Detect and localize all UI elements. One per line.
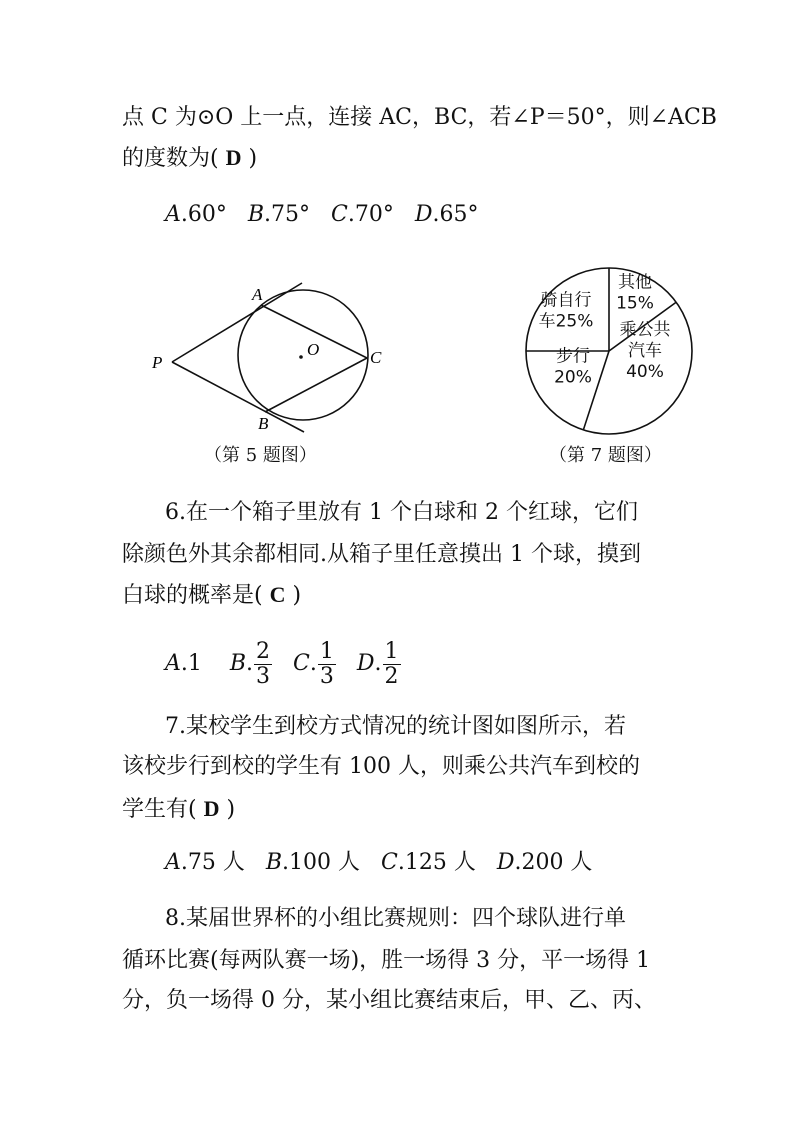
q6-stem-suffix: ) [292, 583, 302, 608]
pie-slice-label-line: 骑自行 [540, 290, 592, 311]
tangent-pa [172, 283, 302, 362]
pie-slice-label-line: 15% [616, 293, 654, 314]
tangent-pb [172, 362, 304, 432]
q5-option-d: D.65° [414, 202, 479, 227]
q7-stem-line-1: 7.某校学生到校方式情况的统计图如图所示，若 [165, 714, 626, 739]
q5-option-a: A.60° [165, 202, 227, 227]
q7-option-a: A.75 人 [165, 850, 245, 875]
q6-option-d: D. $\frac{1}{2}$ [356, 638, 399, 689]
label-p: P [152, 353, 163, 372]
q7-stem-line-2: 该校步行到校的学生有 100 人，则乘公共汽车到校的 [122, 754, 640, 779]
q7-option-d: D.200 人 [496, 850, 593, 875]
q5-stem-prefix: 的度数为( [122, 146, 219, 171]
center-point-o [299, 355, 303, 359]
q5-options [165, 200, 479, 230]
pie-slice-label-line: 步行 [556, 346, 590, 367]
figure-5-caption: （第 5 题图） [204, 445, 317, 466]
q7-options [165, 848, 592, 878]
pie-slice-label-line: 20% [554, 367, 592, 388]
pie-slice-label-line: 乘公共 [619, 320, 671, 340]
q5-stem-line-2 [122, 143, 257, 174]
pie-slice-label-line: 40% [626, 362, 664, 382]
figure-7-pie-chart [520, 262, 700, 442]
q6-option-a: A.1 [165, 651, 202, 676]
figure-7-caption: （第 7 题图） [549, 445, 662, 466]
q6-option-b: B. $\frac{2}{3}$ [229, 638, 271, 689]
q6-stem-line-3 [122, 580, 301, 611]
q6-options [165, 634, 401, 694]
q7-option-b: B.100 人 [265, 850, 361, 875]
q5-option-b: B.75° [247, 202, 311, 227]
label-c: C [370, 348, 382, 367]
pie-slice-label [620, 320, 671, 382]
q8-stem-line-3: 分，负一场得 0 分，某小组比赛结束后，甲、乙、丙、 [122, 988, 656, 1013]
q6-stem-line-2: 除颜色外其余都相同.从箱子里任意摸出 1 个球，摸到 [122, 542, 641, 567]
q7-stem-line-3 [122, 794, 235, 825]
q6-option-c: C. $\frac{1}{3}$ [293, 638, 334, 689]
q5-stem-suffix: ) [248, 146, 258, 171]
q8-stem-line-2: 循环比赛(每两队赛一场)，胜一场得 3 分，平一场得 1 [122, 948, 651, 973]
q6-answer: C [269, 582, 286, 607]
label-o: O [307, 340, 320, 359]
q7-stem-suffix: ) [226, 797, 236, 822]
q7-answer: D [203, 796, 220, 821]
chord-bc [265, 358, 367, 412]
q7-stem-prefix: 学生有( [122, 797, 197, 822]
pie-slice-label-line: 车25% [538, 311, 594, 332]
q5-answer: D [225, 145, 242, 170]
q6-stem-line-1: 6.在一个箱子里放有 1 个白球和 2 个红球，它们 [165, 500, 638, 525]
q6-stem-prefix: 白球的概率是( [122, 583, 263, 608]
q5-stem-line-1: 点 C 为⊙O 上一点，连接 AC，BC，若∠P＝50°，则∠ACB [122, 105, 717, 130]
q5-option-c: C.70° [331, 202, 394, 227]
q8-stem-line-1: 8.某届世界杯的小组比赛规则：四个球队进行单 [165, 906, 626, 931]
pie-slice-label [616, 272, 654, 314]
pie-slice-label [539, 291, 594, 332]
label-a: A [252, 285, 263, 304]
figure-5-diagram [140, 270, 400, 440]
pie-slice-label-line: 汽车 [628, 341, 662, 361]
label-b: B [258, 414, 269, 433]
q7-option-c: C.125 人 [381, 850, 476, 875]
pie-slice-label-line: 其他 [618, 272, 652, 293]
pie-slice-label [554, 347, 592, 388]
